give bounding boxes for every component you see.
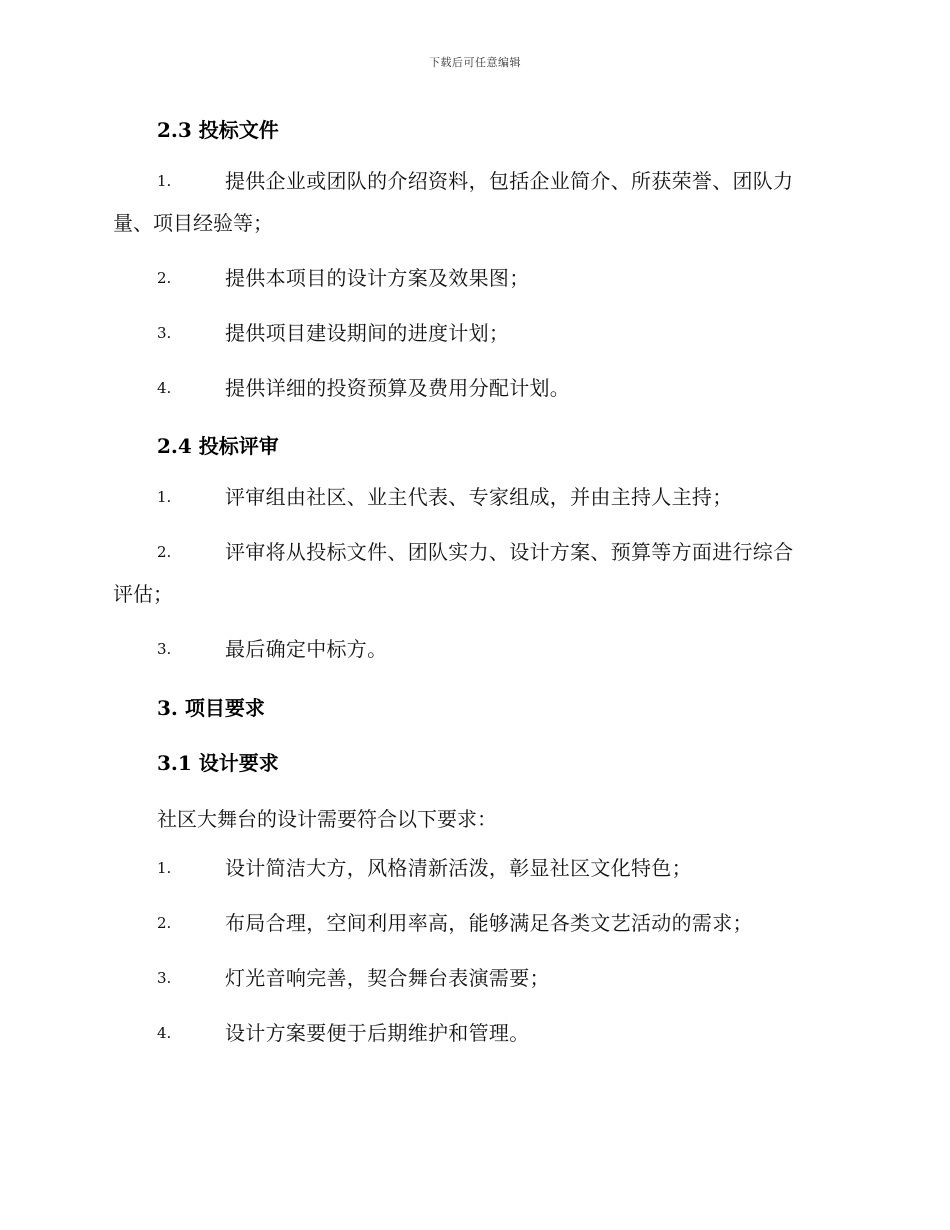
list-item xyxy=(157,367,833,409)
section-heading-2-4: 2.4 投标评审 xyxy=(157,434,279,458)
list-number: 3. xyxy=(157,969,172,987)
list-number: 3. xyxy=(157,640,172,658)
intro-paragraph: 社区大舞台的设计需要符合以下要求： xyxy=(157,807,497,831)
list-item xyxy=(113,531,833,615)
list-item xyxy=(113,160,833,244)
list-item xyxy=(157,957,833,999)
list-number: 1. xyxy=(157,859,172,877)
section-heading-3: 3. 项目要求 xyxy=(157,696,265,720)
list-text: 提供企业或团队的介绍资料，包括企业简介、所获荣誉、团队力 xyxy=(225,169,794,193)
list-item xyxy=(157,628,833,670)
list-number: 2. xyxy=(157,914,172,932)
list-number: 2. xyxy=(157,269,172,287)
list-text: 灯光音响完善，契合舞台表演需要； xyxy=(225,966,550,990)
list-number: 1. xyxy=(157,172,172,190)
list-text: 提供项目建设期间的进度计划； xyxy=(225,321,510,345)
list-number: 3. xyxy=(157,324,172,342)
list-text: 评审组由社区、业主代表、专家组成，并由主持人主持； xyxy=(225,485,733,509)
list-number: 4. xyxy=(157,379,172,397)
list-text: 设计简洁大方，风格清新活泼，彰显社区文化特色； xyxy=(225,856,692,880)
list-number: 2. xyxy=(157,543,172,561)
list-text: 评审将从投标文件、团队实力、设计方案、预算等方面进行综合 xyxy=(225,540,794,564)
list-item xyxy=(157,847,833,889)
list-text: 提供本项目的设计方案及效果图； xyxy=(225,266,530,290)
list-text: 布局合理，空间利用率高，能够满足各类文艺活动的需求； xyxy=(225,911,753,935)
list-item xyxy=(157,1012,833,1054)
list-item xyxy=(157,902,833,944)
list-text-continued: 量、项目经验等； xyxy=(113,211,273,235)
section-heading-3-1: 3.1 设计要求 xyxy=(157,751,279,775)
list-text: 最后确定中标方。 xyxy=(225,637,388,661)
list-item xyxy=(157,312,833,354)
list-item xyxy=(157,257,833,299)
list-text-continued: 评估； xyxy=(113,582,173,606)
list-number: 4. xyxy=(157,1024,172,1042)
list-text: 设计方案要便于后期维护和管理。 xyxy=(225,1021,530,1045)
list-number: 1. xyxy=(157,488,172,506)
list-item xyxy=(157,476,833,518)
header-note: 下载后可任意编辑 xyxy=(429,56,521,69)
list-text: 提供详细的投资预算及费用分配计划。 xyxy=(225,376,571,400)
section-heading-2-3: 2.3 投标文件 xyxy=(157,118,279,142)
